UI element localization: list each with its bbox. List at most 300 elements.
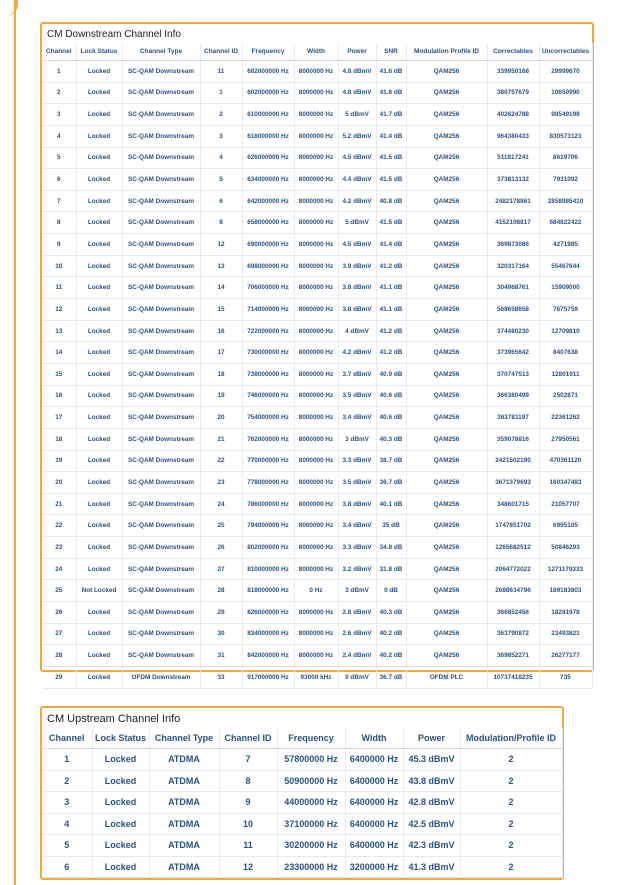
downstream-table-cell: 658000000 Hz: [242, 212, 294, 234]
downstream-table-cell: 8000000 Hz: [294, 299, 338, 321]
downstream-table-cell: 511817241: [487, 147, 539, 169]
downstream-table-row: [42, 645, 592, 667]
downstream-table-cell: 38.7 dB: [376, 450, 406, 472]
downstream-table-cell: 40.2 dB: [376, 645, 406, 667]
downstream-table-cell: 8000000 Hz: [294, 558, 338, 580]
downstream-table-cell: 4271985: [539, 234, 592, 256]
upstream-table-cell: 8: [219, 770, 277, 792]
downstream-table-cell: 320317164: [487, 255, 539, 277]
upstream-table-cell: 6400000 Hz: [345, 749, 403, 771]
downstream-table-cell: 17: [200, 342, 242, 364]
downstream-table-cell: 730000000 Hz: [242, 342, 294, 364]
downstream-table-cell: 5.2 dBmV: [338, 125, 376, 147]
upstream-table-row: [42, 749, 562, 771]
downstream-table-cell: SC-QAM Downstream: [122, 602, 200, 624]
downstream-table-cell: 16: [42, 385, 76, 407]
downstream-table-cell: 818000000 Hz: [242, 580, 294, 602]
downstream-table-row: [42, 558, 592, 580]
downstream-table-cell: 8000000 Hz: [294, 125, 338, 147]
downstream-table-cell: Locked: [76, 104, 122, 126]
downstream-table-row: [42, 537, 592, 559]
downstream-table-cell: 12: [200, 234, 242, 256]
upstream-column-header: Frequency: [277, 728, 345, 749]
downstream-table-cell: OFDM PLC: [406, 666, 487, 688]
downstream-table-cell: 568658658: [487, 299, 539, 321]
downstream-table-cell: 917000000 Hz: [242, 666, 294, 688]
downstream-table-cell: SC-QAM Downstream: [122, 299, 200, 321]
upstream-table-cell: 3200000 Hz: [345, 856, 403, 878]
downstream-table-cell: 6995105: [539, 515, 592, 537]
downstream-table-cell: 2064772022: [487, 558, 539, 580]
downstream-table-cell: Locked: [76, 147, 122, 169]
downstream-table-cell: 5 dBmV: [338, 104, 376, 126]
downstream-table-cell: Locked: [76, 125, 122, 147]
downstream-table-cell: 41.2 dB: [376, 255, 406, 277]
upstream-table-cell: ATDMA: [149, 835, 219, 857]
downstream-table-cell: Locked: [76, 450, 122, 472]
downstream-table-cell: 27: [42, 623, 76, 645]
downstream-table-cell: 2.8 dBmV: [338, 602, 376, 624]
upstream-column-header: Power: [403, 728, 460, 749]
downstream-header-row: [42, 43, 592, 61]
downstream-table-cell: SC-QAM Downstream: [122, 255, 200, 277]
downstream-table-cell: 339950168: [487, 61, 539, 83]
downstream-table-cell: 8000000 Hz: [294, 320, 338, 342]
upstream-table-cell: 42.8 dBmV: [403, 792, 460, 814]
downstream-table-cell: 36.7 dB: [376, 472, 406, 494]
downstream-table-cell: Locked: [76, 255, 122, 277]
downstream-table-cell: 1: [200, 82, 242, 104]
upstream-table-cell: 57800000 Hz: [277, 749, 345, 771]
upstream-table-cell: 2: [460, 835, 562, 857]
downstream-table: [42, 43, 593, 689]
downstream-table-cell: 735: [539, 666, 592, 688]
downstream-table-cell: SC-QAM Downstream: [122, 61, 200, 83]
downstream-table-cell: 3 dBmV: [338, 580, 376, 602]
downstream-column-header: Width: [294, 43, 338, 61]
upstream-table-cell: 6400000 Hz: [345, 770, 403, 792]
downstream-table-row: [42, 407, 592, 429]
upstream-table-cell: Locked: [92, 749, 149, 771]
downstream-table-cell: Locked: [76, 493, 122, 515]
downstream-table-cell: 8000000 Hz: [294, 255, 338, 277]
downstream-table-row: [42, 580, 592, 602]
downstream-table-cell: 3 dBmV: [338, 428, 376, 450]
downstream-table-cell: 8000000 Hz: [294, 493, 338, 515]
downstream-table-cell: 706000000 Hz: [242, 277, 294, 299]
upstream-table-cell: ATDMA: [149, 792, 219, 814]
downstream-table-cell: 23: [42, 537, 76, 559]
downstream-table-cell: 40.9 dB: [376, 363, 406, 385]
downstream-table-cell: 26: [200, 537, 242, 559]
downstream-table-cell: QAM256: [406, 190, 487, 212]
downstream-table-cell: 34.8 dB: [376, 537, 406, 559]
upstream-table-cell: 42.5 dBmV: [403, 813, 460, 835]
upstream-table-cell: 2: [460, 813, 562, 835]
downstream-table-cell: QAM256: [406, 125, 487, 147]
downstream-table-cell: 8000000 Hz: [294, 602, 338, 624]
downstream-table-cell: Locked: [76, 623, 122, 645]
downstream-table-cell: Locked: [76, 342, 122, 364]
upstream-table-cell: 23300000 Hz: [277, 856, 345, 878]
downstream-table-cell: 17: [42, 407, 76, 429]
downstream-table-cell: 8000000 Hz: [294, 190, 338, 212]
downstream-table-cell: Locked: [76, 515, 122, 537]
downstream-table-cell: SC-QAM Downstream: [122, 537, 200, 559]
downstream-table-cell: 380757679: [487, 82, 539, 104]
upstream-table-cell: ATDMA: [149, 856, 219, 878]
upstream-table-cell: 9: [219, 792, 277, 814]
downstream-table-cell: 10650990: [539, 82, 592, 104]
upstream-table-cell: 6400000 Hz: [345, 792, 403, 814]
downstream-table-cell: 8407638: [539, 342, 592, 364]
downstream-table-cell: Locked: [76, 61, 122, 83]
downstream-table-row: [42, 147, 592, 169]
downstream-table-cell: 634000000 Hz: [242, 169, 294, 191]
downstream-table-cell: 5 dBmV: [338, 212, 376, 234]
upstream-table-cell: 7: [219, 749, 277, 771]
downstream-table-cell: 28: [200, 580, 242, 602]
downstream-table-cell: 8000000 Hz: [294, 407, 338, 429]
downstream-table-cell: 682000000 Hz: [242, 61, 294, 83]
downstream-table-cell: SC-QAM Downstream: [122, 515, 200, 537]
downstream-table-cell: 40.3 dB: [376, 428, 406, 450]
downstream-table-cell: Locked: [76, 385, 122, 407]
downstream-table-cell: QAM256: [406, 61, 487, 83]
downstream-table-cell: 8000000 Hz: [294, 515, 338, 537]
downstream-table-cell: 684822422: [539, 212, 592, 234]
downstream-table-cell: 8000000 Hz: [294, 277, 338, 299]
downstream-table-cell: 610000000 Hz: [242, 104, 294, 126]
upstream-table-cell: ATDMA: [149, 813, 219, 835]
downstream-table-cell: 23493821: [539, 623, 592, 645]
downstream-table-cell: 770000000 Hz: [242, 450, 294, 472]
downstream-table-cell: QAM256: [406, 385, 487, 407]
upstream-table-row: [42, 835, 562, 857]
downstream-table-cell: 3.3 dBmV: [338, 450, 376, 472]
upstream-column-header: Modulation/Profile ID: [460, 728, 562, 749]
downstream-table-cell: 0 dBmV: [338, 666, 376, 688]
downstream-table-cell: 16: [200, 320, 242, 342]
downstream-table-cell: 363781197: [487, 407, 539, 429]
downstream-table-cell: Locked: [76, 363, 122, 385]
upstream-table-row: [42, 856, 562, 878]
downstream-table-cell: Not Locked: [76, 580, 122, 602]
upstream-table-row: [42, 770, 562, 792]
downstream-table-cell: Locked: [76, 666, 122, 688]
downstream-table-row: [42, 104, 592, 126]
downstream-table-cell: 2.4 dBmV: [338, 645, 376, 667]
downstream-table-cell: SC-QAM Downstream: [122, 385, 200, 407]
downstream-table-cell: 40.3 dB: [376, 602, 406, 624]
downstream-table-row: [42, 255, 592, 277]
downstream-table-cell: SC-QAM Downstream: [122, 320, 200, 342]
downstream-table-cell: SC-QAM Downstream: [122, 147, 200, 169]
downstream-table-cell: 21: [42, 493, 76, 515]
downstream-table-cell: 826000000 Hz: [242, 602, 294, 624]
upstream-table-cell: 30200000 Hz: [277, 835, 345, 857]
downstream-table-cell: 93000 kHz: [294, 666, 338, 688]
upstream-table-cell: 6400000 Hz: [345, 835, 403, 857]
downstream-table-cell: 602000000 Hz: [242, 82, 294, 104]
upstream-table-row: [42, 792, 562, 814]
downstream-table-cell: 4.5 dBmV: [338, 234, 376, 256]
downstream-table-cell: 366852456: [487, 602, 539, 624]
downstream-table-cell: 26277177: [539, 645, 592, 667]
downstream-table-cell: 834000000 Hz: [242, 623, 294, 645]
downstream-table-cell: 41.2 dB: [376, 342, 406, 364]
upstream-title: CM Upstream Channel Info: [47, 713, 181, 725]
downstream-table-cell: 7: [42, 190, 76, 212]
downstream-table-cell: Locked: [76, 428, 122, 450]
upstream-table-cell: 11: [219, 835, 277, 857]
downstream-table-cell: 2.6 dBmV: [338, 623, 376, 645]
downstream-table-row: [42, 428, 592, 450]
downstream-table-cell: 2421502190: [487, 450, 539, 472]
downstream-table-cell: SC-QAM Downstream: [122, 104, 200, 126]
downstream-table-cell: 29: [42, 666, 76, 688]
downstream-table-cell: 6: [200, 190, 242, 212]
upstream-column-header: Width: [345, 728, 403, 749]
downstream-table-cell: SC-QAM Downstream: [122, 190, 200, 212]
downstream-table-cell: 359078816: [487, 428, 539, 450]
downstream-table-row: [42, 234, 592, 256]
downstream-table-cell: QAM256: [406, 623, 487, 645]
downstream-table-row: [42, 515, 592, 537]
downstream-table-cell: 842000000 Hz: [242, 645, 294, 667]
downstream-table-cell: 8000000 Hz: [294, 82, 338, 104]
upstream-table-cell: 43.8 dBmV: [403, 770, 460, 792]
downstream-table-cell: 12709810: [539, 320, 592, 342]
upstream-table-cell: ATDMA: [149, 770, 219, 792]
downstream-table-cell: 26: [42, 602, 76, 624]
downstream-table-cell: 6: [42, 169, 76, 191]
downstream-table-cell: 8000000 Hz: [294, 450, 338, 472]
downstream-table-cell: 7675759: [539, 299, 592, 321]
downstream-table-cell: QAM256: [406, 82, 487, 104]
downstream-table-cell: Locked: [76, 537, 122, 559]
downstream-table-cell: 8000000 Hz: [294, 104, 338, 126]
upstream-table-cell: ATDMA: [149, 749, 219, 771]
downstream-table-cell: 189183803: [539, 580, 592, 602]
downstream-table-cell: 10: [42, 255, 76, 277]
downstream-table-cell: 25: [42, 580, 76, 602]
downstream-table-cell: 373965642: [487, 342, 539, 364]
downstream-table-cell: 21057707: [539, 493, 592, 515]
downstream-table-cell: QAM256: [406, 493, 487, 515]
downstream-table-cell: 8000000 Hz: [294, 623, 338, 645]
downstream-table-cell: QAM256: [406, 342, 487, 364]
downstream-table-cell: QAM256: [406, 515, 487, 537]
downstream-table-cell: 370747513: [487, 363, 539, 385]
downstream-table-cell: QAM256: [406, 234, 487, 256]
downstream-table-cell: 8000000 Hz: [294, 537, 338, 559]
downstream-table-cell: 2: [200, 104, 242, 126]
downstream-table-cell: Locked: [76, 299, 122, 321]
downstream-table-cell: 722000000 Hz: [242, 320, 294, 342]
downstream-table-cell: 0 dB: [376, 580, 406, 602]
upstream-column-header: Channel ID: [219, 728, 277, 749]
downstream-table-cell: 2858985410: [539, 190, 592, 212]
downstream-table-cell: Locked: [76, 212, 122, 234]
upstream-table-cell: 2: [460, 792, 562, 814]
downstream-table-row: [42, 363, 592, 385]
downstream-table-cell: 8000000 Hz: [294, 472, 338, 494]
downstream-table-cell: SC-QAM Downstream: [122, 645, 200, 667]
downstream-table-cell: 50846293: [539, 537, 592, 559]
downstream-table-cell: QAM256: [406, 645, 487, 667]
downstream-table-cell: 374480230: [487, 320, 539, 342]
downstream-table-cell: 778000000 Hz: [242, 472, 294, 494]
downstream-table-cell: 3.5 dBmV: [338, 385, 376, 407]
downstream-table-cell: QAM256: [406, 212, 487, 234]
downstream-table-cell: QAM256: [406, 147, 487, 169]
downstream-table-cell: 3.7 dBmV: [338, 363, 376, 385]
downstream-table-row: [42, 320, 592, 342]
downstream-table-cell: 1747851702: [487, 515, 539, 537]
downstream-table-cell: 802000000 Hz: [242, 537, 294, 559]
downstream-table-cell: 626000000 Hz: [242, 147, 294, 169]
downstream-table-cell: 4.2 dBmV: [338, 342, 376, 364]
downstream-table-cell: 738000000 Hz: [242, 363, 294, 385]
upstream-column-header: Channel Type: [149, 728, 219, 749]
downstream-table-cell: 369873086: [487, 234, 539, 256]
downstream-table-cell: Locked: [76, 320, 122, 342]
downstream-table-cell: 3.3 dBmV: [338, 537, 376, 559]
downstream-table-cell: 830573123: [539, 125, 592, 147]
downstream-table-cell: Locked: [76, 277, 122, 299]
downstream-table-cell: SC-QAM Downstream: [122, 472, 200, 494]
downstream-table-cell: Locked: [76, 190, 122, 212]
downstream-table-cell: SC-QAM Downstream: [122, 623, 200, 645]
downstream-table-cell: 3.8 dBmV: [338, 277, 376, 299]
downstream-table-cell: QAM256: [406, 277, 487, 299]
upstream-table-cell: 2: [460, 749, 562, 771]
upstream-table-row: [42, 813, 562, 835]
upstream-table-cell: 6400000 Hz: [345, 813, 403, 835]
downstream-table-cell: 40.6 dB: [376, 385, 406, 407]
downstream-table-cell: 41.4 dB: [376, 125, 406, 147]
downstream-table-cell: 754000000 Hz: [242, 407, 294, 429]
downstream-table-cell: 18: [200, 363, 242, 385]
downstream-table-cell: 3.4 dBmV: [338, 515, 376, 537]
downstream-table-cell: QAM256: [406, 580, 487, 602]
downstream-table-cell: 22: [200, 450, 242, 472]
downstream-table-cell: 35 dB: [376, 515, 406, 537]
downstream-table-cell: 19: [42, 450, 76, 472]
downstream-table-cell: 41.5 dB: [376, 169, 406, 191]
downstream-table-cell: SC-QAM Downstream: [122, 558, 200, 580]
downstream-table-cell: 690000000 Hz: [242, 234, 294, 256]
downstream-table-cell: 746000000 Hz: [242, 385, 294, 407]
upstream-table-cell: 5: [42, 835, 92, 857]
downstream-table-cell: 13: [42, 320, 76, 342]
downstream-table-cell: 470361120: [539, 450, 592, 472]
upstream-table-cell: 3: [42, 792, 92, 814]
downstream-table-cell: 8000000 Hz: [294, 234, 338, 256]
downstream-table-cell: 3.5 dBmV: [338, 472, 376, 494]
downstream-table-cell: 4 dBmV: [338, 320, 376, 342]
downstream-table-cell: 4.8 dBmV: [338, 61, 376, 83]
downstream-table-cell: 4152108817: [487, 212, 539, 234]
downstream-table-row: [42, 277, 592, 299]
downstream-table-cell: QAM256: [406, 537, 487, 559]
upstream-table-cell: Locked: [92, 770, 149, 792]
downstream-table-cell: 3.4 dBmV: [338, 407, 376, 429]
downstream-table-cell: 15: [42, 363, 76, 385]
downstream-table-cell: SC-QAM Downstream: [122, 342, 200, 364]
downstream-column-header: Modulation Profile ID: [406, 43, 487, 61]
downstream-table-cell: 348601715: [487, 493, 539, 515]
downstream-table-cell: 7931092: [539, 169, 592, 191]
downstream-table-cell: QAM256: [406, 450, 487, 472]
downstream-table-cell: 41.4 dB: [376, 234, 406, 256]
downstream-table-cell: 4.8 dBmV: [338, 82, 376, 104]
downstream-table-cell: 14: [42, 342, 76, 364]
downstream-table-cell: 3671379693: [487, 472, 539, 494]
downstream-table-cell: 41.1 dB: [376, 277, 406, 299]
downstream-table-cell: QAM256: [406, 602, 487, 624]
downstream-table-cell: 8000000 Hz: [294, 212, 338, 234]
downstream-table-cell: 18: [42, 428, 76, 450]
downstream-table-cell: 98549198: [539, 104, 592, 126]
downstream-table-row: [42, 212, 592, 234]
downstream-table-cell: 810000000 Hz: [242, 558, 294, 580]
downstream-table-cell: SC-QAM Downstream: [122, 580, 200, 602]
downstream-table-cell: 1271179333: [539, 558, 592, 580]
downstream-column-header: Channel ID: [200, 43, 242, 61]
downstream-table-cell: QAM256: [406, 558, 487, 580]
downstream-table-cell: 20: [200, 407, 242, 429]
downstream-table-cell: 36.7 dB: [376, 666, 406, 688]
downstream-table-cell: 31.8 dB: [376, 558, 406, 580]
downstream-table-row: [42, 450, 592, 472]
downstream-table-cell: 21: [200, 428, 242, 450]
downstream-table-cell: 27: [200, 558, 242, 580]
upstream-table-cell: 2: [460, 770, 562, 792]
downstream-column-header: Uncorrectables: [539, 43, 592, 61]
downstream-table-cell: 33: [200, 666, 242, 688]
downstream-table-cell: 41.7 dB: [376, 104, 406, 126]
upstream-table-cell: 2: [460, 856, 562, 878]
upstream-table-cell: 41.3 dBmV: [403, 856, 460, 878]
downstream-table-cell: 3: [42, 104, 76, 126]
downstream-table-cell: SC-QAM Downstream: [122, 363, 200, 385]
upstream-table-cell: 44000000 Hz: [277, 792, 345, 814]
downstream-table-cell: QAM256: [406, 407, 487, 429]
downstream-table-cell: 15909000: [539, 277, 592, 299]
downstream-table-cell: 8: [42, 212, 76, 234]
upstream-table-cell: 50900000 Hz: [277, 770, 345, 792]
upstream-column-header: Lock Status: [92, 728, 149, 749]
downstream-table-row: [42, 493, 592, 515]
downstream-table-cell: 762000000 Hz: [242, 428, 294, 450]
downstream-table-cell: 24: [42, 558, 76, 580]
downstream-table-cell: 8619706: [539, 147, 592, 169]
downstream-table-cell: 4.2 dBmV: [338, 190, 376, 212]
upstream-table-cell: 12: [219, 856, 277, 878]
downstream-table-cell: SC-QAM Downstream: [122, 82, 200, 104]
downstream-table-cell: 714000000 Hz: [242, 299, 294, 321]
downstream-table-cell: SC-QAM Downstream: [122, 407, 200, 429]
downstream-table-cell: 22361262: [539, 407, 592, 429]
downstream-table-cell: Locked: [76, 234, 122, 256]
downstream-table-cell: 24: [200, 493, 242, 515]
downstream-table-cell: 8000000 Hz: [294, 147, 338, 169]
downstream-table-cell: 8: [200, 212, 242, 234]
downstream-table-cell: 8000000 Hz: [294, 385, 338, 407]
downstream-table-cell: Locked: [76, 558, 122, 580]
